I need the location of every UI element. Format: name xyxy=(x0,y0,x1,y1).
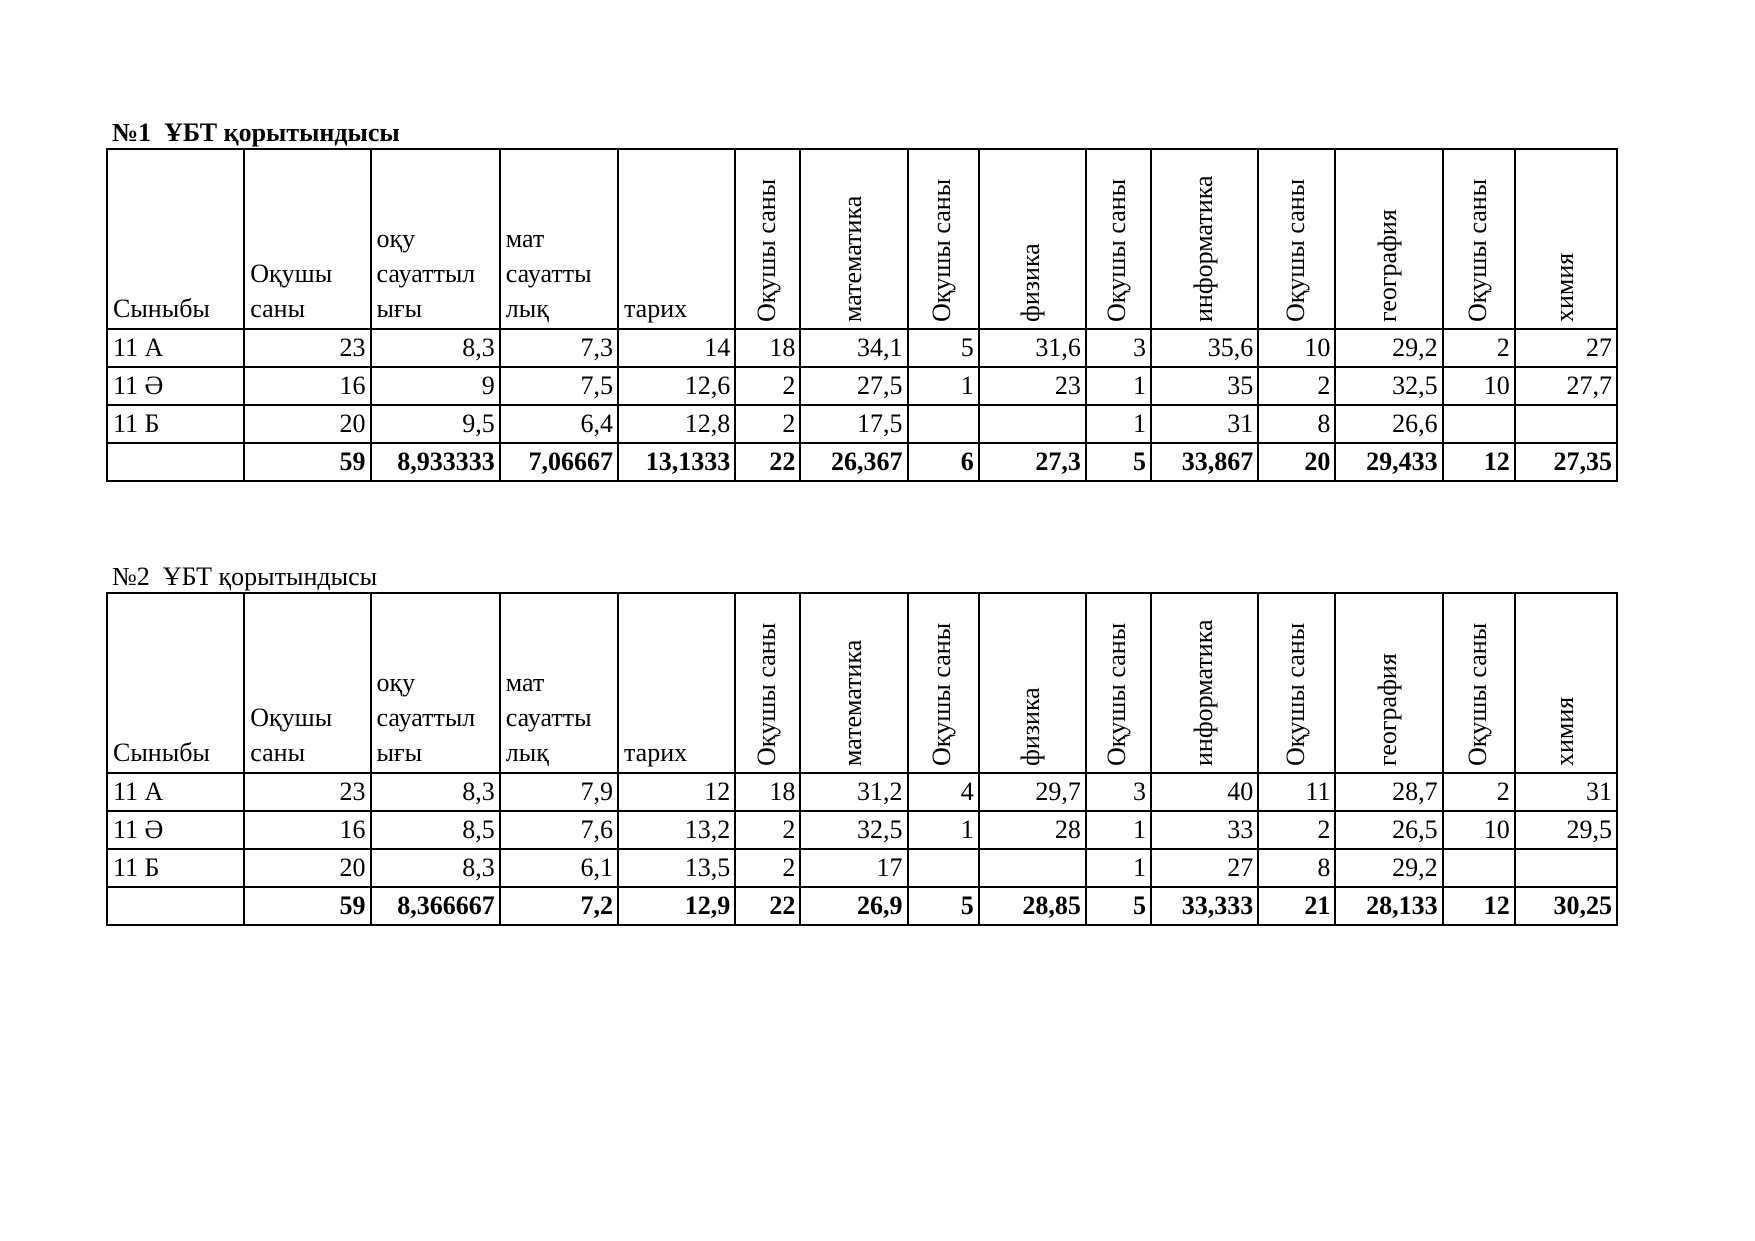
table-row xyxy=(107,405,1617,443)
value-cell: 8 xyxy=(1258,405,1335,443)
value-cell: 9 xyxy=(371,367,500,405)
header-label: география xyxy=(1372,653,1402,766)
value-cell: 18 xyxy=(735,329,800,367)
value-cell: 20 xyxy=(244,405,370,443)
geo-header xyxy=(1335,593,1442,773)
value-cell: 40 xyxy=(1151,773,1258,811)
header-label: химия xyxy=(1549,252,1579,322)
value-cell: 31 xyxy=(1151,405,1258,443)
math-count-header xyxy=(735,593,800,773)
value-cell xyxy=(1443,405,1515,443)
header-label-wrapped: мат сауатты лық xyxy=(505,224,592,323)
physics-header xyxy=(979,149,1086,329)
value-cell: 7,3 xyxy=(500,329,618,367)
value-cell: 13,2 xyxy=(618,811,735,849)
class-cell: 11 Ә xyxy=(107,367,244,405)
value-cell: 31,6 xyxy=(979,329,1086,367)
value-cell: 3 xyxy=(1086,329,1151,367)
header-label: тарих xyxy=(624,738,688,767)
value-cell: 17,5 xyxy=(800,405,907,443)
class-cell: 11 Б xyxy=(107,405,244,443)
value-cell: 7,6 xyxy=(500,811,618,849)
total-cell: 7,06667 xyxy=(500,443,618,481)
results-table xyxy=(106,148,1618,482)
header-label: информатика xyxy=(1188,175,1218,322)
header-label: химия xyxy=(1549,696,1579,766)
header-label-wrapped: оқу сауаттыл ығы xyxy=(376,668,476,767)
total-cell xyxy=(107,443,244,481)
cs-count-header xyxy=(1086,593,1151,773)
header-label: Оқушы саны xyxy=(927,622,957,766)
value-cell: 8,3 xyxy=(371,849,500,887)
class-cell: 11 А xyxy=(107,329,244,367)
value-cell: 10 xyxy=(1443,811,1515,849)
reading-literacy-header xyxy=(371,593,500,773)
header-label: физика xyxy=(1016,687,1046,766)
section-title: №1 ҰБТ қорытындысы xyxy=(112,118,400,147)
value-cell: 12,6 xyxy=(618,367,735,405)
value-cell: 8,3 xyxy=(371,773,500,811)
value-cell xyxy=(1515,849,1617,887)
chem-header xyxy=(1515,149,1617,329)
value-cell: 20 xyxy=(244,849,370,887)
student-count-header xyxy=(244,149,370,329)
total-cell: 29,433 xyxy=(1335,443,1442,481)
value-cell xyxy=(908,405,979,443)
table-row xyxy=(107,329,1617,367)
value-cell: 6,1 xyxy=(500,849,618,887)
header-label: Оқушы саны xyxy=(927,178,957,322)
header-label: Оқушы саны xyxy=(751,622,781,766)
value-cell xyxy=(979,405,1086,443)
value-cell: 26,6 xyxy=(1335,405,1442,443)
value-cell: 26,5 xyxy=(1335,811,1442,849)
value-cell xyxy=(908,849,979,887)
total-cell: 30,25 xyxy=(1515,887,1617,925)
value-cell: 11 xyxy=(1258,773,1335,811)
total-cell: 59 xyxy=(244,887,370,925)
header-label-wrapped: Оқушы саны xyxy=(250,703,333,767)
class-cell: 11 Ә xyxy=(107,811,244,849)
results-table xyxy=(106,592,1618,926)
value-cell: 2 xyxy=(1443,773,1515,811)
value-cell: 27 xyxy=(1515,329,1617,367)
header-label: математика xyxy=(837,195,867,322)
value-cell: 35,6 xyxy=(1151,329,1258,367)
header-label-wrapped: оқу сауаттыл ығы xyxy=(376,224,476,323)
math-count-header xyxy=(735,149,800,329)
total-cell: 12 xyxy=(1443,887,1515,925)
header-label: Оқушы саны xyxy=(1462,178,1492,322)
value-cell: 31 xyxy=(1515,773,1617,811)
total-cell: 22 xyxy=(735,443,800,481)
total-cell: 33,867 xyxy=(1151,443,1258,481)
total-cell: 20 xyxy=(1258,443,1335,481)
total-cell xyxy=(107,887,244,925)
geo-header xyxy=(1335,149,1442,329)
value-cell: 12,8 xyxy=(618,405,735,443)
total-cell: 8,933333 xyxy=(371,443,500,481)
value-cell: 8,3 xyxy=(371,329,500,367)
value-cell: 16 xyxy=(244,367,370,405)
total-cell: 7,2 xyxy=(500,887,618,925)
total-cell: 5 xyxy=(1086,887,1151,925)
value-cell: 2 xyxy=(735,811,800,849)
value-cell: 4 xyxy=(908,773,979,811)
table-row xyxy=(107,811,1617,849)
value-cell: 8 xyxy=(1258,849,1335,887)
value-cell: 2 xyxy=(735,367,800,405)
value-cell: 28,7 xyxy=(1335,773,1442,811)
value-cell: 2 xyxy=(1443,329,1515,367)
value-cell xyxy=(979,849,1086,887)
total-cell: 5 xyxy=(908,887,979,925)
value-cell: 1 xyxy=(1086,849,1151,887)
header-label-wrapped: Сыныбы xyxy=(113,294,210,323)
header-label: Оқушы саны xyxy=(1102,622,1132,766)
total-cell: 59 xyxy=(244,443,370,481)
value-cell: 1 xyxy=(1086,367,1151,405)
header-label: Оқушы саны xyxy=(1462,622,1492,766)
section-title: №2 ҰБТ қорытындысы xyxy=(112,562,378,591)
value-cell: 2 xyxy=(735,405,800,443)
math-header xyxy=(800,593,907,773)
history-header xyxy=(618,149,735,329)
geo-count-header xyxy=(1258,593,1335,773)
chem-header xyxy=(1515,593,1617,773)
value-cell: 23 xyxy=(979,367,1086,405)
value-cell: 29,2 xyxy=(1335,849,1442,887)
value-cell: 2 xyxy=(1258,367,1335,405)
header-row xyxy=(107,593,1617,773)
value-cell: 14 xyxy=(618,329,735,367)
physics-count-header xyxy=(908,593,979,773)
cs-count-header xyxy=(1086,149,1151,329)
header-label: Оқушы саны xyxy=(1102,178,1132,322)
header-label-wrapped: Оқушы саны xyxy=(250,259,333,323)
header-label: Оқушы саны xyxy=(1280,622,1310,766)
value-cell: 18 xyxy=(735,773,800,811)
math-header xyxy=(800,149,907,329)
physics-header xyxy=(979,593,1086,773)
total-row xyxy=(107,443,1617,481)
math-literacy-header xyxy=(500,593,618,773)
value-cell xyxy=(1443,849,1515,887)
header-label: информатика xyxy=(1188,619,1218,766)
class-cell: 11 Б xyxy=(107,849,244,887)
value-cell: 28 xyxy=(979,811,1086,849)
header-label: математика xyxy=(837,639,867,766)
value-cell: 32,5 xyxy=(800,811,907,849)
value-cell: 7,9 xyxy=(500,773,618,811)
table-row xyxy=(107,367,1617,405)
total-cell: 26,367 xyxy=(800,443,907,481)
value-cell: 7,5 xyxy=(500,367,618,405)
value-cell: 17 xyxy=(800,849,907,887)
value-cell: 10 xyxy=(1258,329,1335,367)
results-section-1 xyxy=(106,118,1618,482)
total-cell: 33,333 xyxy=(1151,887,1258,925)
value-cell: 16 xyxy=(244,811,370,849)
physics-count-header xyxy=(908,149,979,329)
value-cell: 5 xyxy=(908,329,979,367)
total-cell: 27,35 xyxy=(1515,443,1617,481)
class-header xyxy=(107,593,244,773)
value-cell: 29,2 xyxy=(1335,329,1442,367)
value-cell: 23 xyxy=(244,329,370,367)
value-cell: 23 xyxy=(244,773,370,811)
header-label: Оқушы саны xyxy=(751,178,781,322)
value-cell: 27 xyxy=(1151,849,1258,887)
cs-header xyxy=(1151,149,1258,329)
value-cell: 27,5 xyxy=(800,367,907,405)
results-section-2 xyxy=(106,562,1618,926)
value-cell: 13,5 xyxy=(618,849,735,887)
total-cell: 13,1333 xyxy=(618,443,735,481)
value-cell: 31,2 xyxy=(800,773,907,811)
value-cell: 29,5 xyxy=(1515,811,1617,849)
math-literacy-header xyxy=(500,149,618,329)
value-cell: 10 xyxy=(1443,367,1515,405)
cs-header xyxy=(1151,593,1258,773)
class-header xyxy=(107,149,244,329)
total-cell: 12 xyxy=(1443,443,1515,481)
value-cell: 12 xyxy=(618,773,735,811)
total-cell: 28,85 xyxy=(979,887,1086,925)
value-cell: 1 xyxy=(908,367,979,405)
header-label: Оқушы саны xyxy=(1280,178,1310,322)
geo-count-header xyxy=(1258,149,1335,329)
value-cell xyxy=(1515,405,1617,443)
reading-literacy-header xyxy=(371,149,500,329)
value-cell: 2 xyxy=(735,849,800,887)
header-label-wrapped: Сыныбы xyxy=(113,738,210,767)
value-cell: 1 xyxy=(1086,405,1151,443)
total-cell: 22 xyxy=(735,887,800,925)
value-cell: 3 xyxy=(1086,773,1151,811)
total-cell: 12,9 xyxy=(618,887,735,925)
value-cell: 29,7 xyxy=(979,773,1086,811)
table-row xyxy=(107,849,1617,887)
total-cell: 27,3 xyxy=(979,443,1086,481)
value-cell: 27,7 xyxy=(1515,367,1617,405)
header-label: тарих xyxy=(624,294,688,323)
total-cell: 5 xyxy=(1086,443,1151,481)
header-row xyxy=(107,149,1617,329)
value-cell: 1 xyxy=(1086,811,1151,849)
value-cell: 32,5 xyxy=(1335,367,1442,405)
value-cell: 9,5 xyxy=(371,405,500,443)
total-cell: 26,9 xyxy=(800,887,907,925)
value-cell: 33 xyxy=(1151,811,1258,849)
history-header xyxy=(618,593,735,773)
header-label: физика xyxy=(1016,243,1046,322)
value-cell: 35 xyxy=(1151,367,1258,405)
total-cell: 6 xyxy=(908,443,979,481)
total-cell: 28,133 xyxy=(1335,887,1442,925)
value-cell: 6,4 xyxy=(500,405,618,443)
chem-count-header xyxy=(1443,149,1515,329)
chem-count-header xyxy=(1443,593,1515,773)
value-cell: 8,5 xyxy=(371,811,500,849)
value-cell: 34,1 xyxy=(800,329,907,367)
header-label: география xyxy=(1372,209,1402,322)
value-cell: 1 xyxy=(908,811,979,849)
student-count-header xyxy=(244,593,370,773)
total-cell: 21 xyxy=(1258,887,1335,925)
value-cell: 2 xyxy=(1258,811,1335,849)
table-row xyxy=(107,773,1617,811)
total-cell: 8,366667 xyxy=(371,887,500,925)
total-row xyxy=(107,887,1617,925)
class-cell: 11 А xyxy=(107,773,244,811)
header-label-wrapped: мат сауатты лық xyxy=(505,668,592,767)
